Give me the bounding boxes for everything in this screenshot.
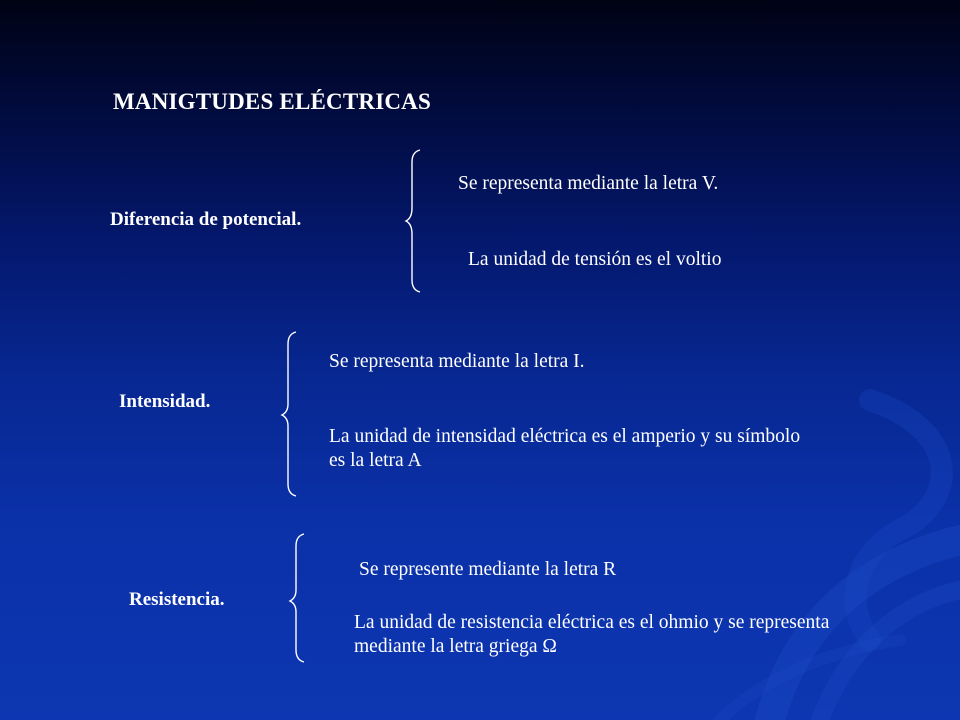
current-item-symbol: Se representa mediante la letra I. <box>329 351 585 372</box>
brace-voltage-icon <box>404 148 434 294</box>
slide-title: MANIGTUDES ELÉCTRICAS <box>113 89 431 114</box>
section-label-resistance: Resistencia. <box>129 589 225 610</box>
section-label-voltage: Diferencia de potencial. <box>110 209 302 230</box>
resistance-item-unit: La unidad de resistencia eléctrica es el ohmio y se representa mediante la letra griega Ω <box>354 612 830 658</box>
section-label-current: Intensidad. <box>119 391 211 412</box>
voltage-item-symbol: Se representa mediante la letra V. <box>458 173 719 194</box>
current-item-unit: La unidad de intensidad eléctrica es el amperio y su símbolo es la letra A <box>329 426 801 472</box>
voltage-item-unit: La unidad de tensión es el voltio <box>468 249 722 270</box>
resistance-item-symbol: Se represente mediante la letra R <box>359 559 617 580</box>
brace-current-icon <box>280 330 310 498</box>
brace-resistance-icon <box>288 532 318 664</box>
